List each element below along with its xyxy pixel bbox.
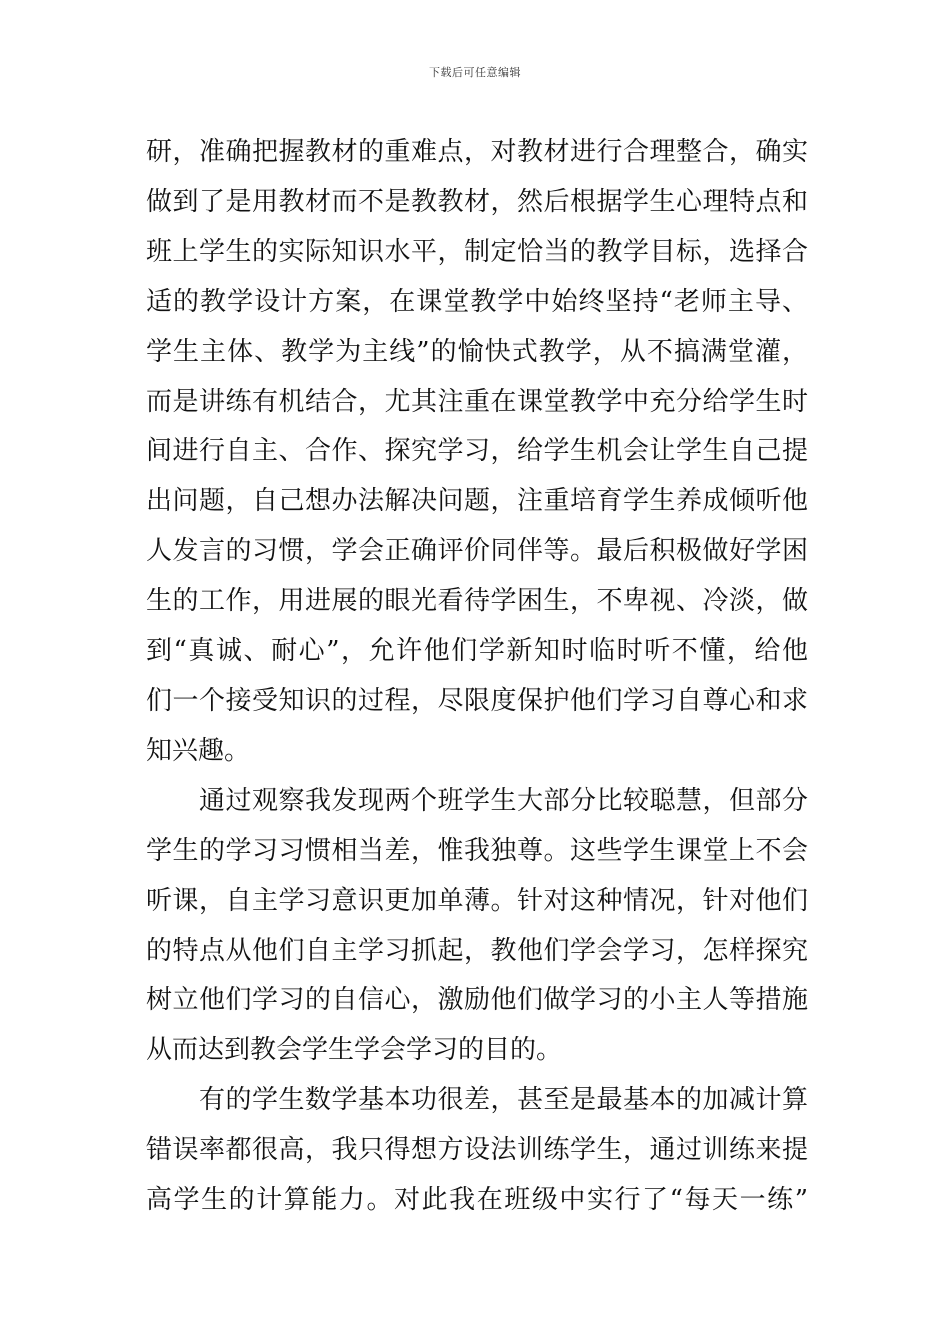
- page-header: 下载后可任意编辑: [429, 66, 521, 79]
- text-line: 知兴趣。: [146, 735, 251, 766]
- text-line: 人发言的习惯，学会正确评价同伴等。最后积极做好学困: [146, 536, 808, 567]
- text-line: 高学生的计算能力。对此我在班级中实行了“每天一练”: [146, 1185, 808, 1216]
- text-line: 到“真诚、耐心”，允许他们学新知时临时听不懂，给他: [146, 636, 808, 667]
- text-line: 们一个接受知识的过程，尽限度保护他们学习自尊心和求: [146, 685, 808, 716]
- text-line: 而是讲练有机结合，尤其注重在课堂教学中充分给学生时: [146, 386, 808, 417]
- text-line: 研，准确把握教材的重难点，对教材进行合理整合，确实: [146, 137, 808, 167]
- text-line: 从而达到教会学生学会学习的目的。: [146, 1035, 563, 1066]
- text-line: 出问题，自己想办法解决问题，注重培育学生养成倾听他: [146, 486, 808, 517]
- text-line: 间进行自主、合作、探究学习，给学生机会让学生自己提: [146, 436, 808, 467]
- document-body: [146, 128, 808, 1226]
- paragraph-1: [146, 128, 808, 777]
- text-line: 通过观察我发现两个班学生大部分比较聪慧，但部分: [199, 785, 808, 816]
- text-line: 做到了是用教材而不是教教材，然后根据学生心理特点和: [146, 186, 808, 217]
- paragraph-2: [146, 777, 808, 1076]
- text-line: 生的工作，用进展的眼光看待学困生，不卑视、冷淡，做: [146, 586, 808, 617]
- text-line: 学生主体、教学为主线”的愉快式教学，从不搞满堂灌，: [146, 336, 808, 367]
- text-line: 的特点从他们自主学习抓起，教他们学会学习，怎样探究: [146, 935, 808, 966]
- text-line: 有的学生数学基本功很差，甚至是最基本的加减计算: [199, 1085, 808, 1116]
- text-line: 学生的学习习惯相当差，惟我独尊。这些学生课堂上不会: [146, 835, 808, 866]
- text-line: 错误率都很高，我只得想方设法训练学生，通过训练来提: [146, 1135, 808, 1166]
- text-line: 适的教学设计方案，在课堂教学中始终坚持“老师主导、: [146, 286, 808, 317]
- paragraph-3: [146, 1076, 808, 1226]
- text-line: 班上学生的实际知识水平，制定恰当的教学目标，选择合: [146, 236, 808, 267]
- text-line: 听课，自主学习意识更加单薄。针对这种情况，针对他们: [146, 885, 808, 916]
- text-line: 树立他们学习的自信心，激励他们做学习的小主人等措施: [146, 985, 808, 1016]
